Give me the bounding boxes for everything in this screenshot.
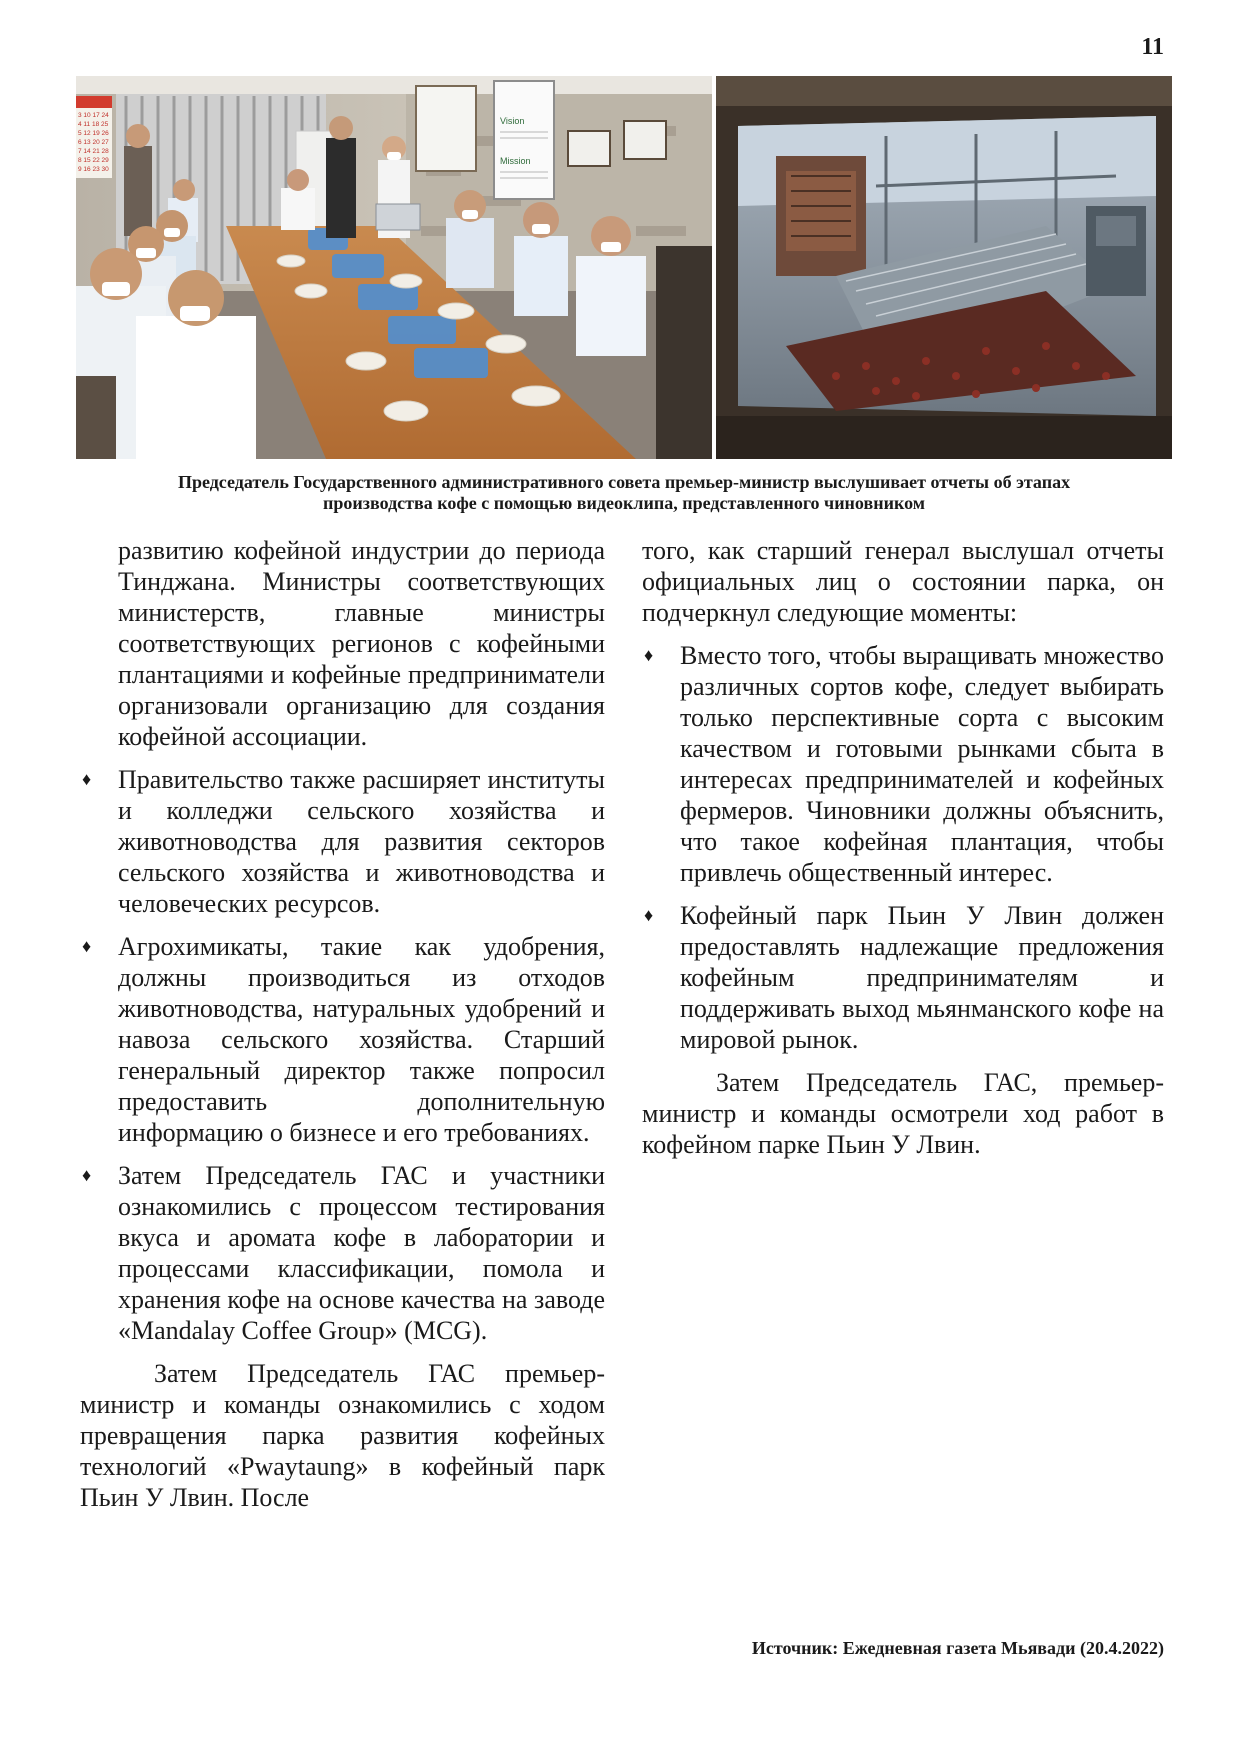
caption-line-1: Председатель Государственного административного совета премьер-министр выслушивает отчеты об этапах (177, 472, 1071, 492)
bullet-diamond-icon: ♦ (644, 905, 654, 925)
left-closing-paragraph: Затем Председатель ГАС премьер-министр и команды ознакомились с ходом превращения парка развития кофейных технологий «Pwaytaung» в кофейный парк Пьин У Лвин. После (80, 1359, 605, 1512)
caption-line-2: производства кофе с помощью видеоклипа, представленного чиновником (323, 493, 925, 513)
right-bullet-2-text: Кофейный парк Пьин У Лвин должен предоставлять надлежащие предложения кофейным предпринимателям и поддерживать выход мьянманского кофе на мировой рынок. (680, 901, 1164, 1054)
right-bullet-1 (642, 640, 1164, 888)
source-credit: Источник: Ежедневная газета Мьявади (20.4.2022) (751, 1638, 1164, 1658)
left-bullet-1-text: Правительство также расширяет институты и колледжи сельского хозяйства и животноводства для развития секторов сельского хозяйства и животноводства и человеческих ресурсов. (118, 765, 605, 918)
right-intro-paragraph: того, как старший генерал выслушал отчеты официальных лиц о состоянии парка, он подчеркнул следующие моменты: (642, 536, 1164, 627)
board-mission: Mission (500, 156, 531, 166)
calendar-row: 5 12 19 26 (78, 130, 109, 137)
right-column (642, 535, 1164, 1160)
left-intro-paragraph: развитию кофейной индустрии до периода Тинджана. Министры соответствующих министерств, главные министры соответствующих регионов с кофейными плантациями и кофейные предприниматели организовали организацию для создания кофейной ассоциации. (118, 536, 605, 751)
left-bullet-1 (80, 764, 605, 919)
calendar-row: 9 16 23 30 (78, 166, 109, 173)
right-bullet-2 (642, 900, 1164, 1055)
bullet-diamond-icon: ♦ (82, 769, 92, 789)
left-bullet-3 (80, 1160, 605, 1346)
photo-caption (76, 472, 1172, 514)
page-number: 11 (1141, 34, 1164, 60)
right-closing-paragraph: Затем Председатель ГАС, премьер-министр и команды осмотрели ход работ в кофейном парке Пьин У Лвин. (642, 1068, 1164, 1159)
meeting-room-photo (76, 76, 712, 459)
left-bullet-2 (80, 931, 605, 1148)
calendar-row: 4 11 18 25 (78, 121, 109, 128)
bullet-diamond-icon: ♦ (82, 936, 92, 956)
bullet-diamond-icon: ♦ (644, 645, 654, 665)
calendar-row: 7 14 21 28 (78, 148, 109, 155)
left-bullet-2-text: Агрохимикаты, такие как удобрения, должны производиться из отходов животноводства, натуральных удобрений и навоза сельского хозяйства. Старший генеральный директор также попросил предоставить дополнительную информацию о бизнесе и его требованиях. (118, 932, 605, 1147)
board-vision: Vision (500, 116, 525, 126)
coffee-processing-video-photo (716, 76, 1172, 459)
calendar-row: 6 13 20 27 (78, 139, 109, 146)
right-bullet-1-text: Вместо того, чтобы выращивать множество различных сортов кофе, следует выбирать только перспективные сорта с высоким качеством и готовыми рынками сбыта в интересах предпринимателей и кофейных фермеров. Чиновники должны объяснить, что такое кофейная плантация, чтобы привлечь общественный интерес. (680, 641, 1164, 887)
calendar-row: 8 15 22 29 (78, 157, 109, 164)
left-column (80, 535, 605, 1513)
left-bullet-3-text: Затем Председатель ГАС и участники ознакомились с процессом тестирования вкуса и аромата кофе в лаборатории и процессами классификации, помола и хранения кофе на основе качества на заводе «Mandalay Coffee Group» (MCG). (118, 1161, 605, 1345)
calendar-row: 3 10 17 24 (78, 112, 109, 119)
bullet-diamond-icon: ♦ (82, 1165, 92, 1185)
